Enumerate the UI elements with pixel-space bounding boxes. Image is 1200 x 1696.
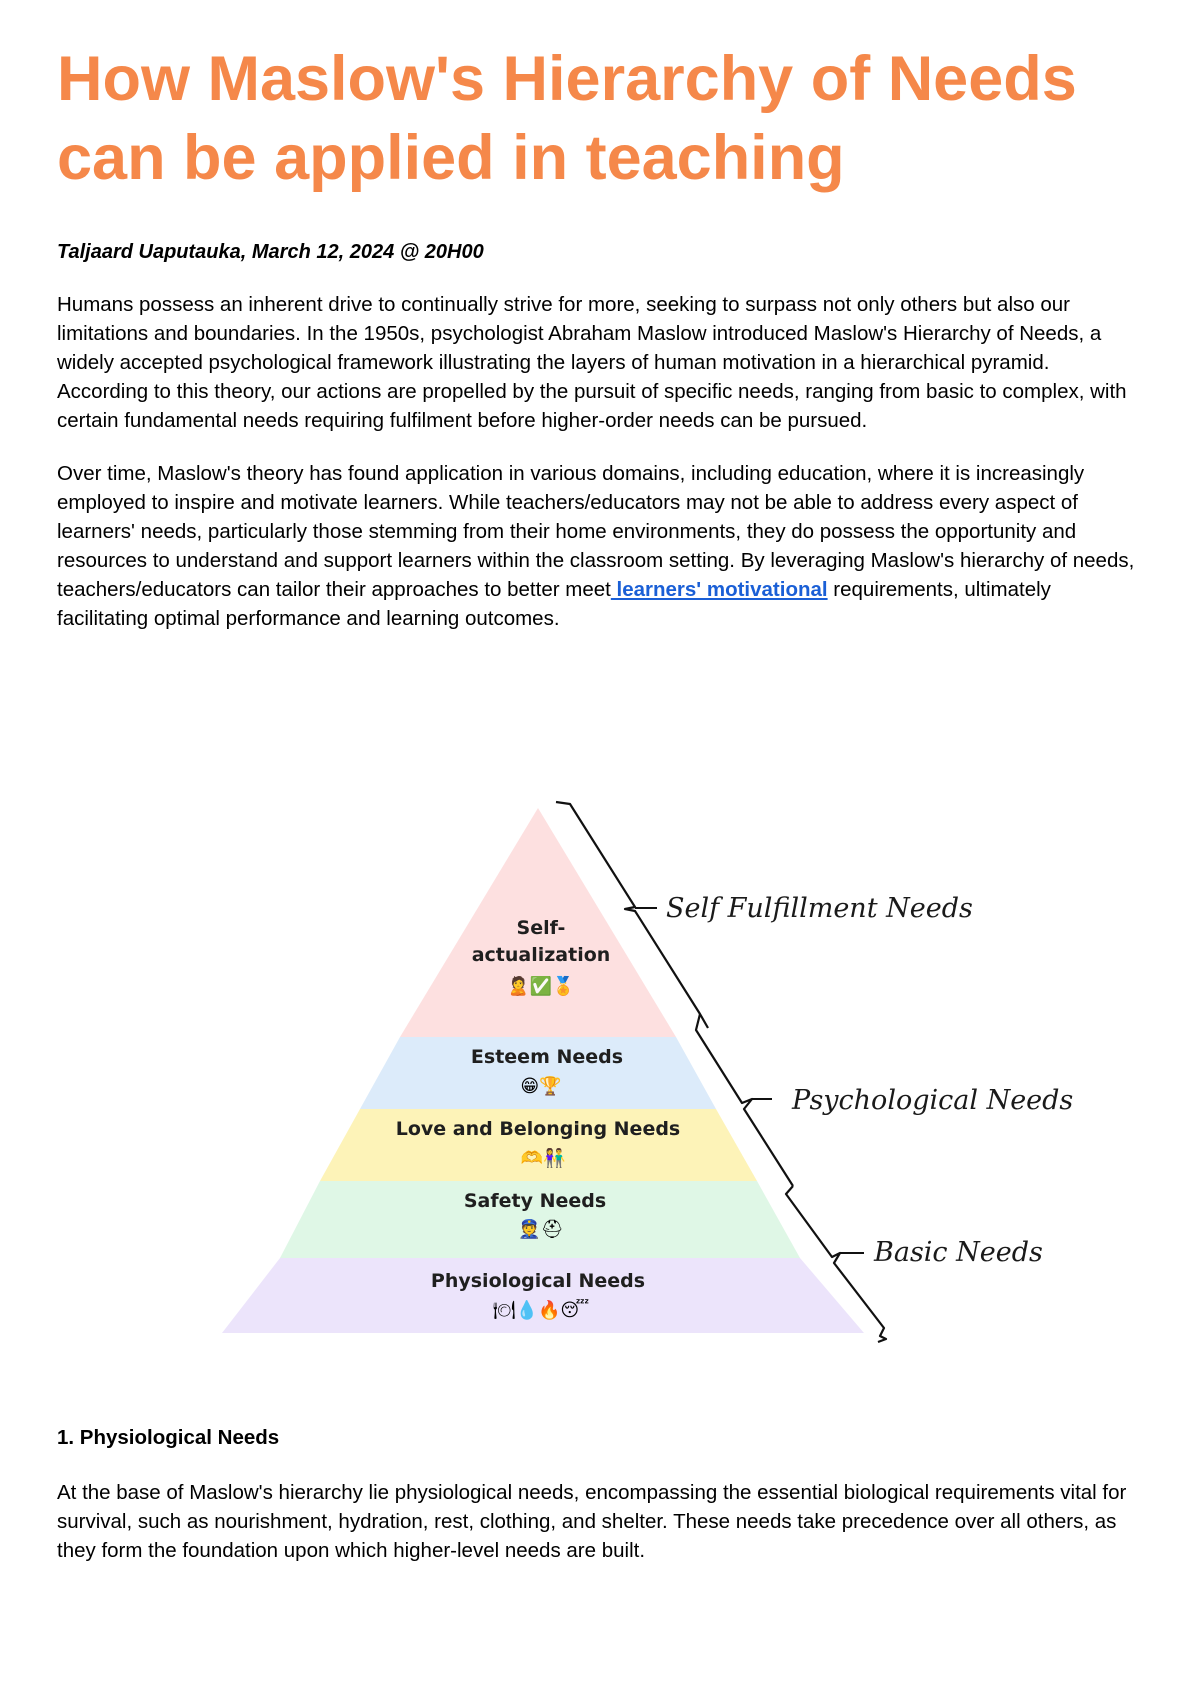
- level-icons-esteem: 😁🏆: [520, 1076, 562, 1097]
- level-icons-self-actualization: 🙎✅🏅: [507, 976, 575, 997]
- level-label-safety: Safety Needs: [463, 1190, 607, 1212]
- level-icons-love-belonging: 🫶👫: [520, 1148, 566, 1169]
- level-label-self-actualization-2: actualization: [471, 944, 611, 966]
- bracket-label-basic: Basic Needs: [874, 1237, 1043, 1268]
- level-icons-safety: 👮⛑: [518, 1219, 564, 1240]
- level-label-love-belonging: Love and Belonging Needs: [395, 1118, 681, 1140]
- article-title: How Maslow's Hierarchy of Needs can be applied in teaching: [57, 44, 1077, 193]
- level-label-self-actualization-1: Self-: [516, 917, 566, 939]
- section-heading-physiological: 1. Physiological Needs: [57, 1426, 280, 1449]
- second-paragraph-text-before: Over time, Maslow's theory has found application in various domains, including education, where it is increasingly employed to inspire and motivate learners. While teachers/educators may not be able to address every aspect of learners' needs, particularly those stemming from their home environments, they do possess the opportunity and resources to understand and support learners within the classroom setting. By leveraging Maslow's hierarchy of needs, teachers/educators can tailor their approaches to better meet: [57, 462, 1135, 601]
- second-paragraph-text-after: requirements, ultimately facilitating optimal performance and learning outcomes.: [57, 578, 1051, 630]
- level-label-esteem: Esteem Needs: [470, 1046, 624, 1068]
- article: [57, 40, 1137, 633]
- level-label-physiological: Physiological Needs: [430, 1270, 646, 1292]
- article-byline: Taljaard Uaputauka, March 12, 2024 @ 20H00: [57, 241, 484, 263]
- intro-paragraph: Humans possess an inherent drive to continually strive for more, seeking to surpass not only others but also our limitations and boundaries. In the 1950s, psychologist Abraham Maslow introduced Maslow's Hierarchy of Needs, a widely accepted psychological framework illustrating the layers of human motivation in a hierarchical pyramid. According to this theory, our actions are propelled by the pursuit of specific needs, ranging from basic to complex, with certain fundamental needs requiring fulfilment before higher-order needs can be pursued.: [57, 293, 1127, 432]
- maslow-pyramid-figure: [0, 758, 1200, 1358]
- section-body-physiological: At the base of Maslow's hierarchy lie physiological needs, encompassing the essential biological requirements vital for survival, such as nourishment, hydration, rest, clothing, and shelter. These needs take precedence over all others, as they form the foundation upon which higher-level needs are built.: [57, 1481, 1127, 1562]
- learners-motivational-link[interactable]: learners' motivational: [610, 578, 828, 601]
- level-icons-physiological: 🍽💧🔥😴: [492, 1300, 590, 1321]
- bracket-label-psychological: Psychological Needs: [792, 1085, 1074, 1116]
- bracket-label-self-fulfillment: Self Fulfillment Needs: [666, 893, 973, 924]
- pyramid-svg: [0, 758, 1200, 1358]
- second-paragraph: [57, 459, 1137, 633]
